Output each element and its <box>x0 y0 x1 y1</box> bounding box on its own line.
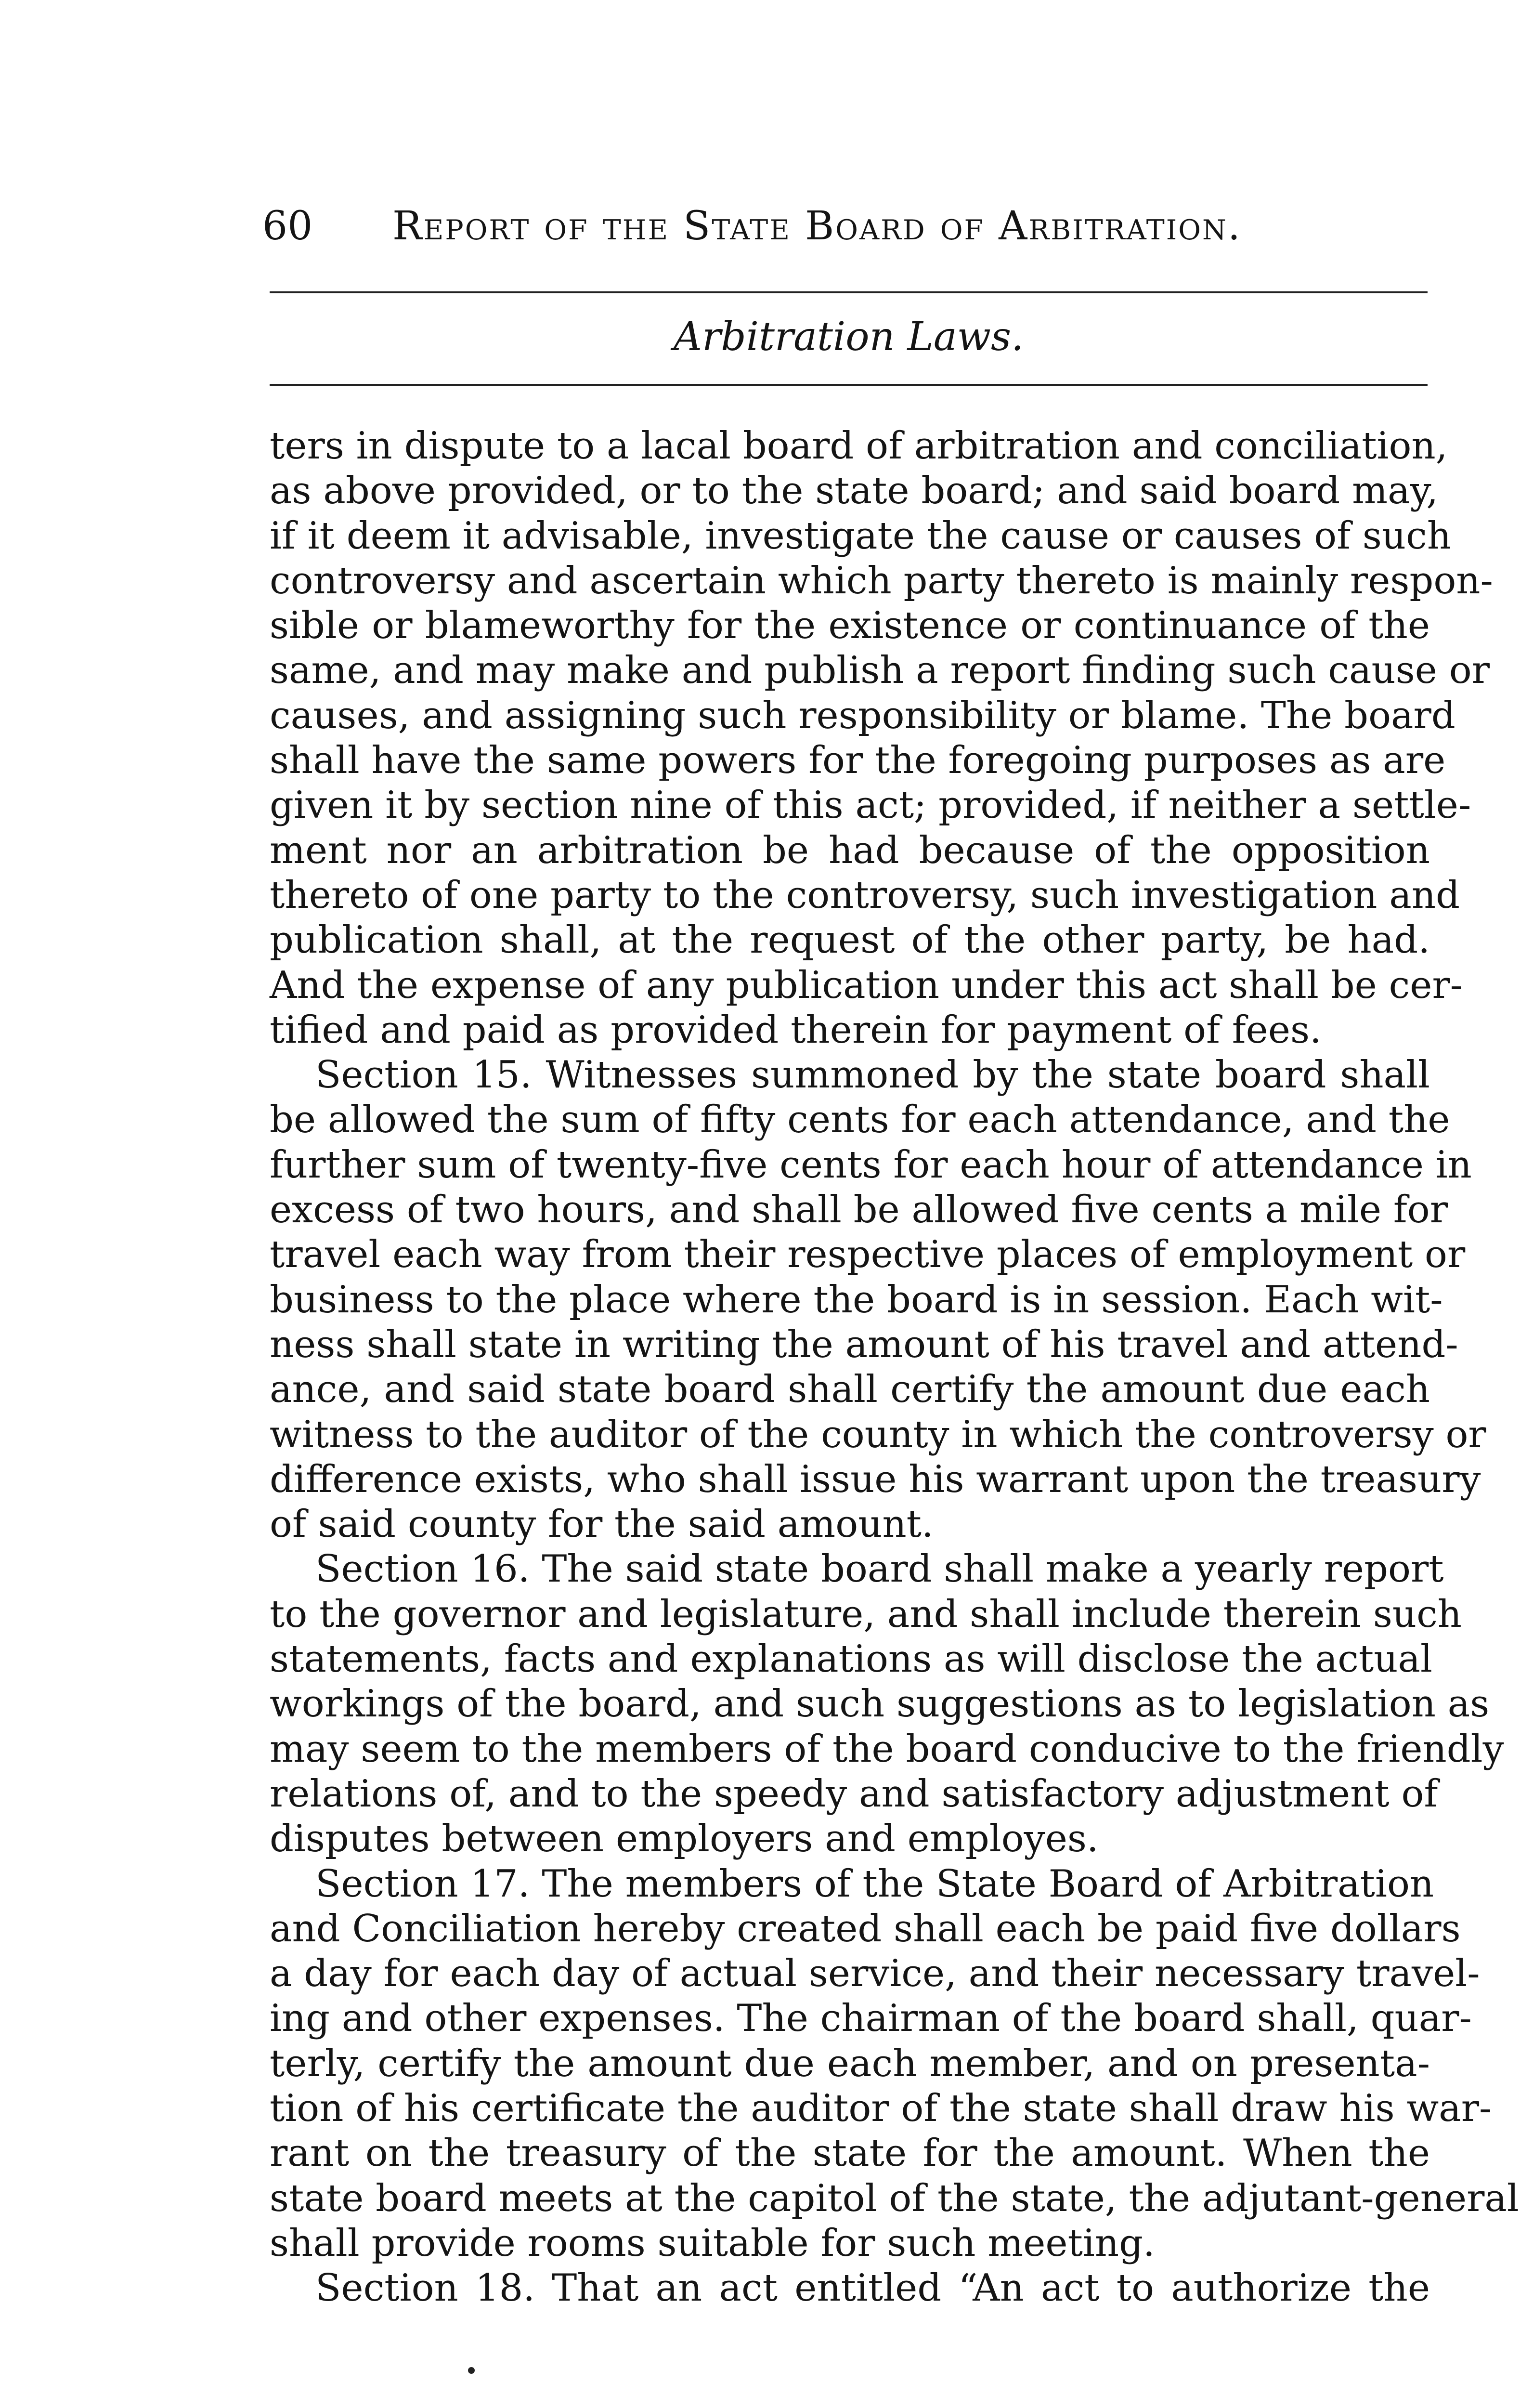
text-line: ness shall state in writing the amount of his travel and attend- <box>270 1322 1458 1366</box>
text-line: workings of the board, and such suggestions as to legislation as <box>270 1682 1490 1726</box>
text-line: tion of his certificate the auditor of the state shall draw his war- <box>270 2086 1492 2130</box>
text-line: as above provided, or to the state board; and said board may, <box>270 469 1439 513</box>
text-line: And the expense of any publication under this act shall be cer- <box>270 963 1463 1007</box>
text-line: a day for each day of actual service, and their necessary travel- <box>270 1952 1480 1996</box>
text-line: to the governor and legislature, and shall include therein such <box>270 1592 1462 1636</box>
section-18-heading-line: Section 18. That an act entitled “An act to authorize the <box>315 2266 1430 2310</box>
section-title: Arbitration Laws. <box>673 314 1024 360</box>
text-line: shall have the same powers for the foregoing purposes as are <box>270 739 1446 783</box>
text-line: of said county for the said amount. <box>270 1503 934 1546</box>
text-line: be allowed the sum of fifty cents for each attendance, and the <box>270 1098 1450 1142</box>
report-title: Report of the State Board of Arbitration. <box>392 203 1242 249</box>
text-line: tified and paid as provided therein for payment of fees. <box>270 1008 1322 1052</box>
text-line: witness to the auditor of the county in which the controversy or <box>270 1413 1486 1456</box>
text-line: relations of, and to the speedy and satisfactory adjustment of <box>270 1772 1438 1816</box>
page-number: 60 <box>262 203 313 249</box>
text-line: given it by section nine of this act; provided, if neither a settle- <box>270 784 1471 827</box>
text-line: ment nor an arbitration be had because of the opposition <box>270 828 1430 872</box>
text-line: rant on the treasury of the state for the amount. When the <box>270 2132 1430 2175</box>
text-line: sible or blameworthy for the existence or continuance of the <box>270 604 1430 648</box>
text-line: may seem to the members of the board conducive to the friendly <box>270 1727 1504 1771</box>
text-line: shall provide rooms suitable for such meeting. <box>270 2221 1155 2265</box>
text-line: state board meets at the capitol of the state, the adjutant-general <box>270 2176 1519 2220</box>
text-line: business to the place where the board is in session. Each wit- <box>270 1278 1443 1322</box>
text-line: statements, facts and explanations as will disclose the actual <box>270 1637 1432 1681</box>
body-text <box>270 424 1519 2311</box>
text-line: ance, and said state board shall certify the amount due each <box>270 1368 1430 1412</box>
text-line: if it deem it advisable, investigate the cause or causes of such <box>270 514 1452 558</box>
section-17-heading-line: Section 17. The members of the State Board of Arbitration <box>315 1862 1434 1906</box>
text-line: publication shall, at the request of the other party, be had. <box>270 918 1430 962</box>
text-line: terly, certify the amount due each member, and on presenta- <box>270 2042 1430 2085</box>
text-line: ing and other expenses. The chairman of the board shall, quar- <box>270 1997 1472 2041</box>
header-rule-top <box>270 291 1428 293</box>
text-line: disputes between employers and employes. <box>270 1817 1099 1861</box>
page-mark-dot <box>468 2367 475 2374</box>
section-16-heading-line: Section 16. The said state board shall make a yearly report <box>315 1547 1444 1591</box>
text-line: travel each way from their respective places of employment or <box>270 1233 1466 1277</box>
text-line: same, and may make and publish a report finding such cause or <box>270 649 1490 693</box>
text-line: ters in dispute to a lacal board of arbitration and conciliation, <box>270 424 1448 468</box>
text-line: and Conciliation hereby created shall each be paid five dollars <box>270 1907 1461 1950</box>
text-line: causes, and assigning such responsibility or blame. The board <box>270 694 1455 737</box>
text-line: difference exists, who shall issue his warrant upon the treasury <box>270 1457 1481 1501</box>
text-line: further sum of twenty-five cents for each hour of attendance in <box>270 1143 1472 1187</box>
text-line: controversy and ascertain which party thereto is mainly respon- <box>270 559 1493 602</box>
text-line: excess of two hours, and shall be allowed five cents a mile for <box>270 1188 1448 1232</box>
section-15-heading-line: Section 15. Witnesses summoned by the state board shall <box>315 1053 1430 1097</box>
running-head <box>262 200 1418 253</box>
text-line: thereto of one party to the controversy, such investigation and <box>270 873 1460 917</box>
header-rule-bottom <box>270 384 1428 386</box>
